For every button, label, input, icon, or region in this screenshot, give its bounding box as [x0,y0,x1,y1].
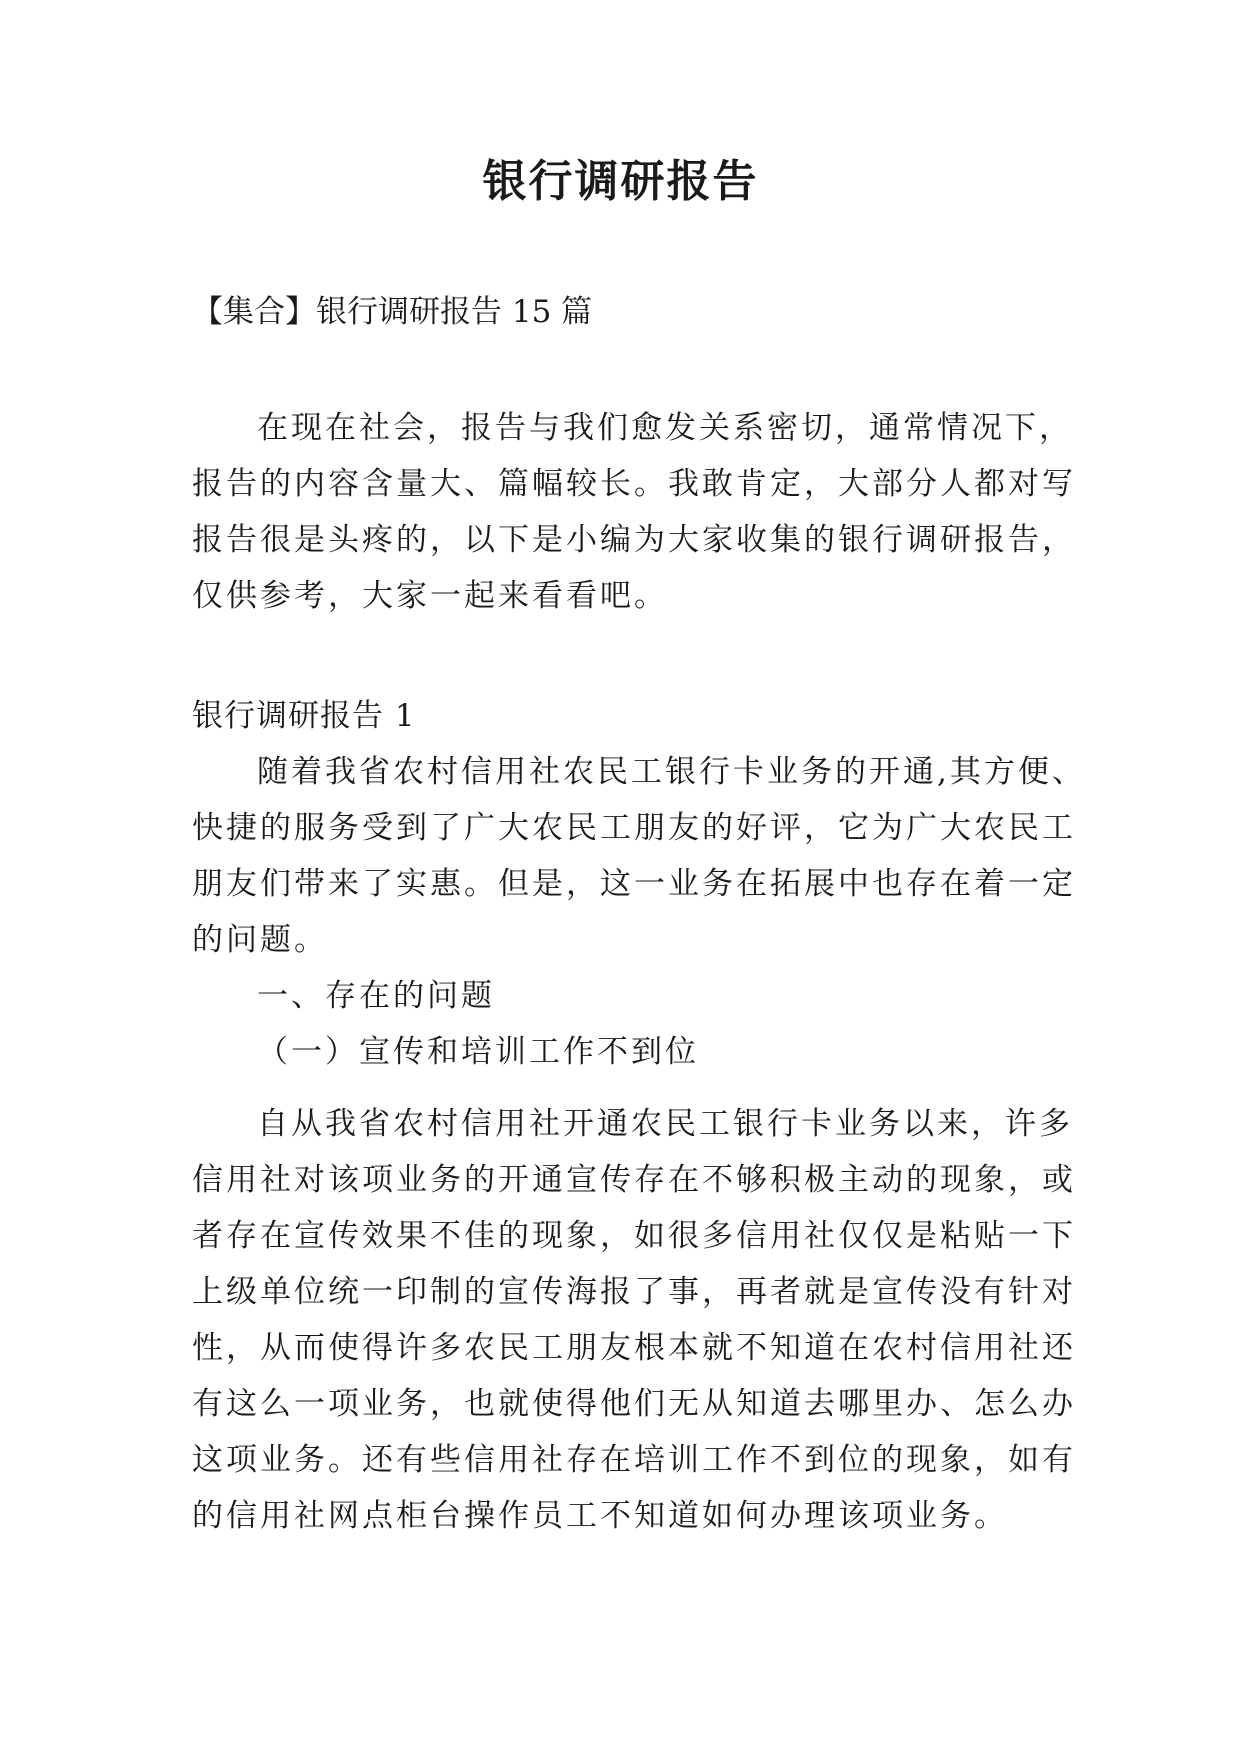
collection-title: 【集合】银行调研报告 15 篇 [192,294,593,330]
paragraph-line: 朋友们带来了实惠。但是，这一业务在拓展中也存在着一定 [192,866,1076,902]
paragraph-line: 的问题。 [192,922,328,958]
intro-line: 报告很是头疼的，以下是小编为大家收集的银行调研报告， [192,522,1076,558]
paragraph-line: 自从我省农村信用社开通农民工银行卡业务以来，许多 [257,1106,1073,1142]
intro-line: 在现在社会，报告与我们愈发关系密切，通常情况下， [257,410,1073,446]
paragraph-line: 的信用社网点柜台操作员工不知道如何办理该项业务。 [192,1498,1008,1534]
paragraph-line: 随着我省农村信用社农民工银行卡业务的开通,其方便、 [257,754,1086,790]
paragraph-line: 有这么一项业务，也就使得他们无从知道去哪里办、怎么办 [192,1386,1076,1422]
intro-line: 仅供参考，大家一起来看看吧。 [192,578,668,614]
paragraph-line: 者存在宣传效果不佳的现象，如很多信用社仅仅是粘贴一下 [192,1218,1076,1254]
paragraph-line: 信用社对该项业务的开通宣传存在不够积极主动的现象，或 [192,1162,1076,1198]
document-title: 银行调研报告 [482,156,759,207]
subheading-publicity-training: （一）宣传和培训工作不到位 [257,1034,699,1070]
paragraph-line: 这项业务。还有些信用社存在培训工作不到位的现象，如有 [192,1442,1076,1478]
paragraph-line: 快捷的服务受到了广大农民工朋友的好评，它为广大农民工 [192,810,1076,846]
intro-line: 报告的内容含量大、篇幅较长。我敢肯定，大部分人都对写 [192,466,1076,502]
paragraph-line: 性，从而使得许多农民工朋友根本就不知道在农村信用社还 [192,1330,1076,1366]
section-heading: 银行调研报告 1 [192,698,416,734]
heading-problems: 一、存在的问题 [257,978,495,1014]
paragraph-line: 上级单位统一印制的宣传海报了事，再者就是宣传没有针对 [192,1274,1076,1310]
